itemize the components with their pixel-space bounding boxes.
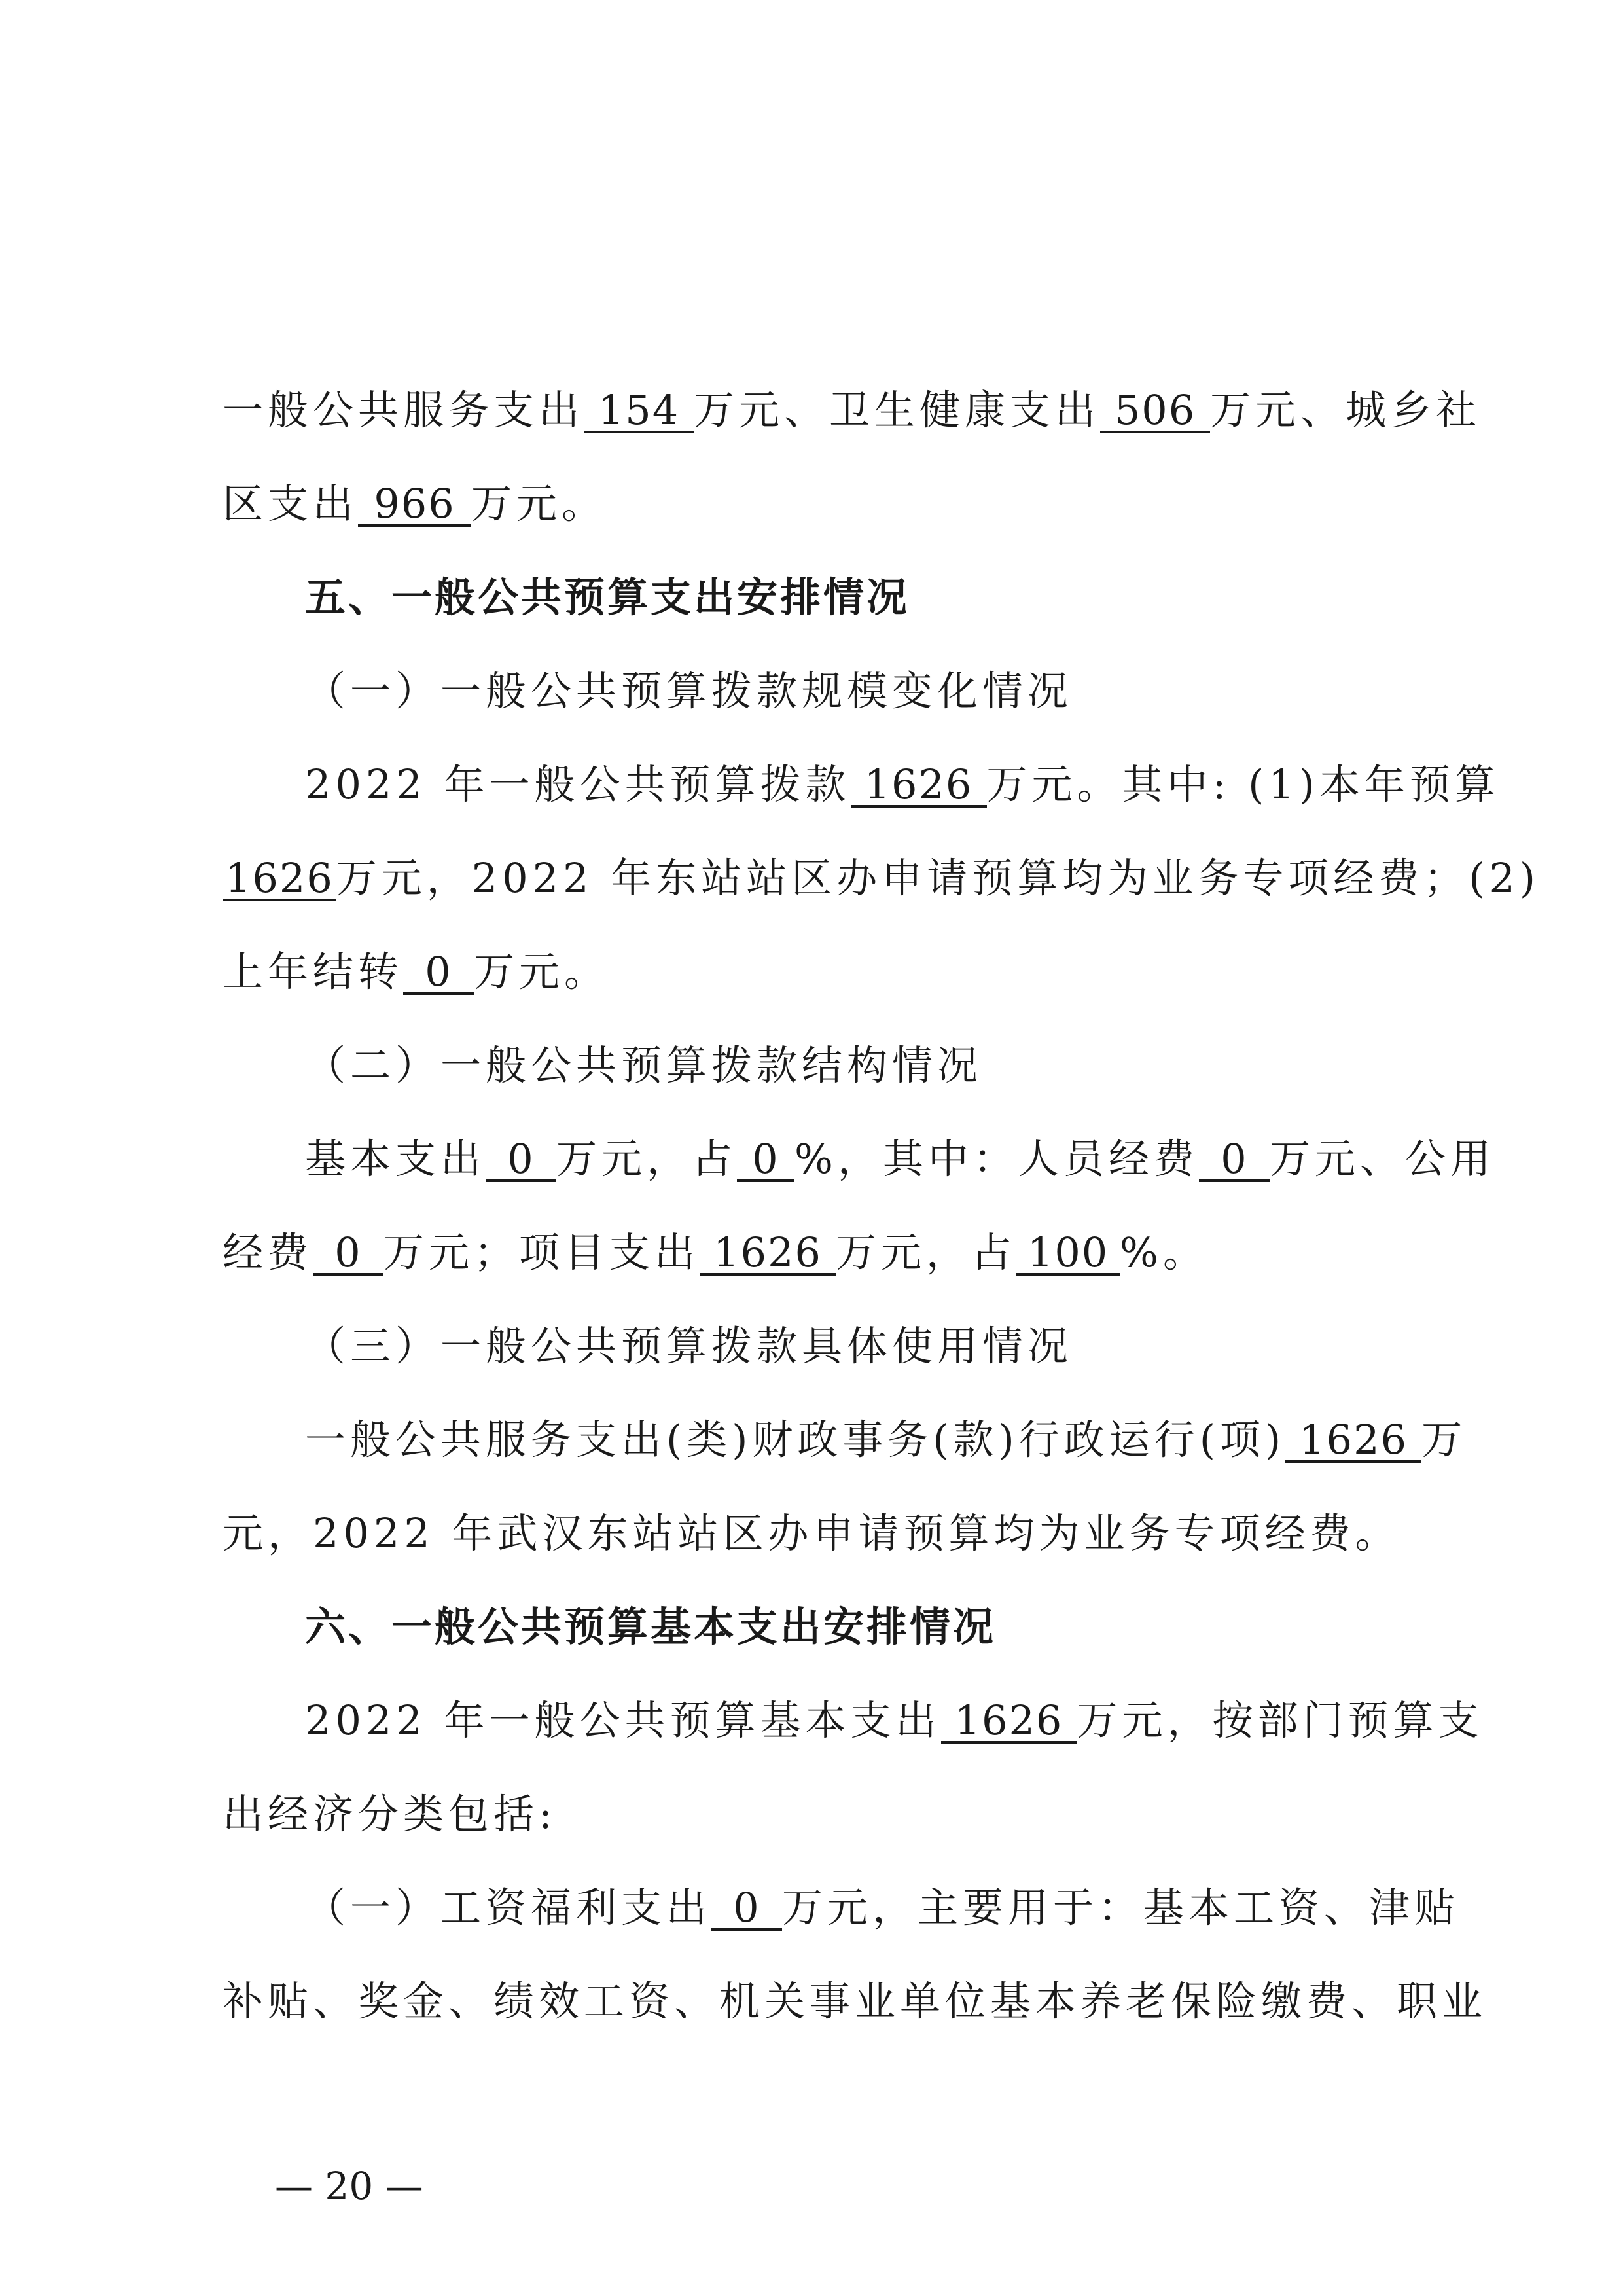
- text-run: 出经济分类包括:: [223, 1790, 557, 1838]
- text-line: [223, 363, 1482, 457]
- text-run: 万元，占: [556, 1135, 738, 1183]
- text-run: 万元，2022 年东站站区办申请预算均为业务专项经费；(2): [336, 854, 1541, 902]
- section-heading: [223, 550, 1415, 644]
- page-number: — 20 —: [275, 2164, 423, 2208]
- text-line: [223, 831, 1541, 925]
- underlined-value: 506: [1100, 390, 1210, 433]
- text-run: 经费: [223, 1229, 313, 1276]
- underlined-value: 0: [403, 952, 474, 995]
- text-run: 上年结转: [223, 948, 404, 996]
- underlined-value: 154: [584, 390, 694, 433]
- text-run: 五、一般公共预算支出安排情况: [305, 573, 910, 621]
- section-heading: [223, 1580, 1415, 1674]
- text-run: 2022 年一般公共预算拨款: [305, 761, 851, 808]
- text-run: 万元；项目支出: [383, 1229, 700, 1276]
- text-run: 万元。: [474, 948, 610, 996]
- text-line: [223, 644, 1415, 738]
- text-line: [223, 457, 1415, 550]
- text-run: 万元，占: [836, 1229, 1017, 1276]
- text-run: 2022 年一般公共预算基本支出: [305, 1696, 941, 1744]
- document-body: [223, 363, 1541, 2048]
- underlined-value: 0: [486, 1139, 556, 1182]
- text-run: 元，2022 年武汉东站站区办申请预算均为业务专项经费。: [223, 1509, 1400, 1557]
- text-line: [223, 1299, 1415, 1393]
- text-line: [223, 1767, 1415, 1861]
- underlined-value: 1626: [223, 858, 336, 901]
- text-run: 万元、公用: [1269, 1135, 1495, 1183]
- text-run: （一）一般公共预算拨款规模变化情况: [305, 667, 1073, 715]
- underlined-value: 0: [711, 1888, 782, 1931]
- underlined-value: 100: [1016, 1232, 1120, 1276]
- underlined-value: 1626: [851, 764, 987, 808]
- text-run: 万元，按部门预算支: [1077, 1696, 1484, 1744]
- underlined-value: 1626: [700, 1232, 836, 1276]
- text-line: [223, 1018, 1415, 1112]
- text-line: [223, 1393, 1467, 1486]
- text-run: 一般公共服务支出: [223, 386, 584, 434]
- text-run: 一般公共服务支出(类)财政事务(款)行政运行(项): [305, 1416, 1286, 1463]
- underlined-value: 1626: [941, 1700, 1077, 1744]
- text-run: %。: [1120, 1229, 1208, 1276]
- text-run: （一）工资福利支出: [305, 1884, 712, 1931]
- text-line: [223, 1674, 1484, 1767]
- text-run: 万元。: [471, 480, 607, 528]
- text-line: [223, 925, 1415, 1018]
- underlined-value: 0: [1199, 1139, 1270, 1182]
- underlined-value: 966: [358, 484, 471, 527]
- text-run: 万元，主要用于：基本工资、津贴: [782, 1884, 1460, 1931]
- text-line: [223, 738, 1500, 831]
- text-run: （三）一般公共预算拨款具体使用情况: [305, 1322, 1073, 1370]
- text-run: 万元、卫生健康支出: [694, 386, 1101, 434]
- text-run: 补贴、奖金、绩效工资、机关事业单位基本养老保险缴费、职业: [223, 1977, 1488, 2025]
- text-line: [223, 1112, 1495, 1206]
- text-run: 万元、城乡社: [1210, 386, 1482, 434]
- text-run: 万: [1421, 1416, 1467, 1463]
- text-run: （二）一般公共预算拨款结构情况: [305, 1041, 983, 1089]
- text-run: 基本支出: [305, 1135, 486, 1183]
- underlined-value: 0: [737, 1139, 794, 1182]
- text-run: %，其中：人员经费: [794, 1135, 1199, 1183]
- text-line: [223, 1486, 1415, 1580]
- text-run: 区支出: [223, 480, 359, 528]
- text-line: [223, 1861, 1460, 1954]
- text-line: [223, 1954, 1488, 2048]
- text-line: [223, 1206, 1415, 1299]
- underlined-value: 0: [313, 1232, 383, 1276]
- underlined-value: 1626: [1285, 1420, 1421, 1463]
- text-run: 六、一般公共预算基本支出安排情况: [305, 1603, 997, 1651]
- text-run: 万元。其中: (1)本年预算: [986, 761, 1500, 808]
